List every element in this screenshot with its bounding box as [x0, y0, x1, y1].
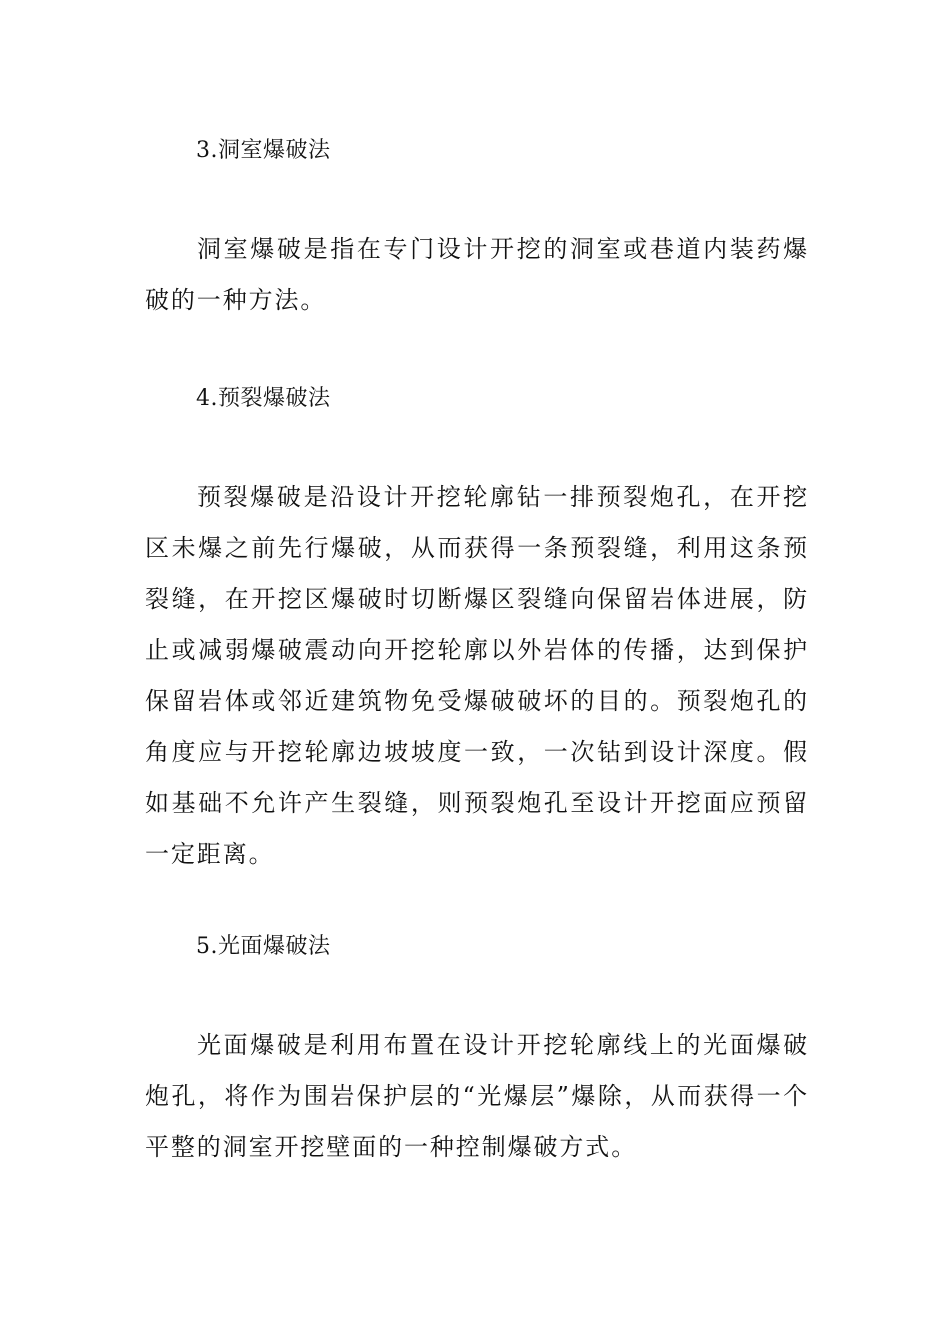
section-body-4: 预裂爆破是沿设计开挖轮廓钻一排预裂炮孔，在开挖区未爆之前先行爆破，从而获得一条预裂缝，利用这条预裂缝，在开挖区爆破时切断爆区裂缝向保留岩体进展，防止或减弱爆破震动向开挖轮廓以外岩体的传播，达到保护保留岩体或邻近建筑物免受爆破破坏的目的。预裂炮孔的角度应与开挖轮廓边坡坡度一致，一次钻到设计深度。假如基础不允许产生裂缝，则预裂炮孔至设计开挖面应预留一定距离。: [145, 483, 809, 868]
section-heading-5: 5.光面爆破法: [196, 934, 331, 959]
section-body-3: 洞室爆破是指在专门设计开挖的洞室或巷道内装药爆破的一种方法。: [145, 235, 809, 314]
section-heading-3: 3.洞室爆破法: [196, 138, 331, 163]
section-heading-4: 4.预裂爆破法: [196, 386, 331, 411]
section-body-5: 光面爆破是利用布置在设计开挖轮廓线上的光面爆破炮孔，将作为围岩保护层的“光爆层”爆除，从而获得一个平整的洞室开挖壁面的一种控制爆破方式。: [145, 1031, 809, 1161]
